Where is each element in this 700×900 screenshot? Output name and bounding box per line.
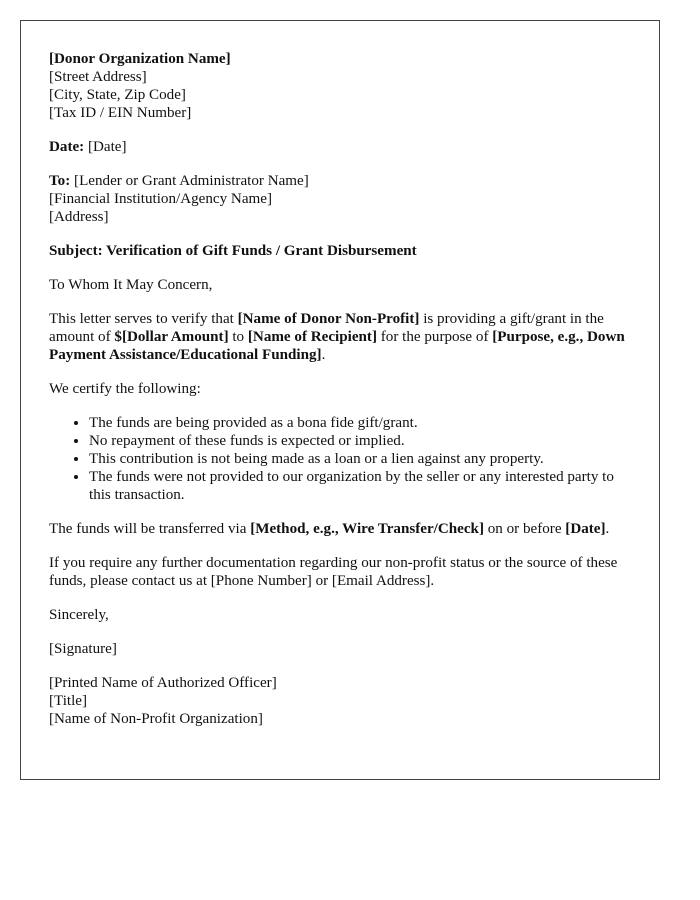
sender-address-block <box>49 50 631 122</box>
city-state-zip: [City, State, Zip Code] <box>49 87 186 103</box>
intro-paragraph <box>49 310 631 364</box>
subject-text: Subject: Verification of Gift Funds / Grant Disbursement <box>49 243 417 259</box>
tax-id: [Tax ID / EIN Number] <box>49 105 192 121</box>
transfer-date: [Date] <box>565 521 606 537</box>
date-value: [Date] <box>87 139 127 155</box>
subject-line <box>49 242 631 260</box>
transfer-paragraph <box>49 520 631 538</box>
transfer-text: on or before <box>483 521 566 537</box>
donor-name: [Name of Donor Non-Profit] <box>237 311 420 327</box>
printed-name: [Printed Name of Authorized Officer] <box>49 675 277 691</box>
nonprofit-org-name: [Name of Non-Profit Organization] <box>49 711 263 727</box>
donor-org-name: [Donor Organization Name] <box>49 51 231 67</box>
salutation: To Whom It May Concern, <box>49 277 213 293</box>
recipient-address: [Address] <box>49 209 109 225</box>
signoff-block <box>49 674 631 728</box>
intro-text: to <box>228 329 248 345</box>
intro-text: . <box>321 347 326 363</box>
recipient-name: [Lender or Grant Administrator Name] <box>74 173 309 189</box>
certification-item: • This contribution is not being made as a loan or a lien against any property. <box>89 450 631 468</box>
date-line <box>49 138 631 156</box>
date-label: Date: <box>49 139 85 155</box>
to-label: To: <box>49 173 71 189</box>
recipient-name-line <box>49 172 631 190</box>
dollar-amount: $[Dollar Amount] <box>114 329 229 345</box>
contact-paragraph: If you require any further documentation regarding our non-profit status or the source of these funds, please contact us at [Phone Number] or [Email Address]. <box>49 555 618 589</box>
purpose: [Purpose, e.g., Down Payment Assistance/Educational Funding] <box>49 329 625 363</box>
intro-text: This letter serves to verify that <box>49 311 238 327</box>
intro-text: for the purpose of <box>376 329 493 345</box>
certification-list <box>49 414 631 504</box>
transfer-method: [Method, e.g., Wire Transfer/Check] <box>250 521 484 537</box>
certification-item: • The funds were not provided to our organization by the seller or any interested party to this transaction. <box>89 468 631 504</box>
street-address: [Street Address] <box>49 69 147 85</box>
closing: Sincerely, <box>49 607 109 623</box>
intro-text: is providing a gift/grant in the amount of <box>49 311 604 345</box>
recipient-block <box>49 172 631 226</box>
certification-item: • The funds are being provided as a bona fide gift/grant. <box>89 414 631 432</box>
recipient-institution: [Financial Institution/Agency Name] <box>49 191 272 207</box>
signature-placeholder: [Signature] <box>49 641 117 657</box>
certify-intro: We certify the following: <box>49 381 201 397</box>
transfer-text: . <box>605 521 610 537</box>
certification-item: • No repayment of these funds is expected or implied. <box>89 432 631 450</box>
letter-page <box>20 20 660 780</box>
officer-title: [Title] <box>49 693 88 709</box>
transfer-text: The funds will be transferred via <box>49 521 251 537</box>
recipient-name-placeholder: [Name of Recipient] <box>247 329 377 345</box>
